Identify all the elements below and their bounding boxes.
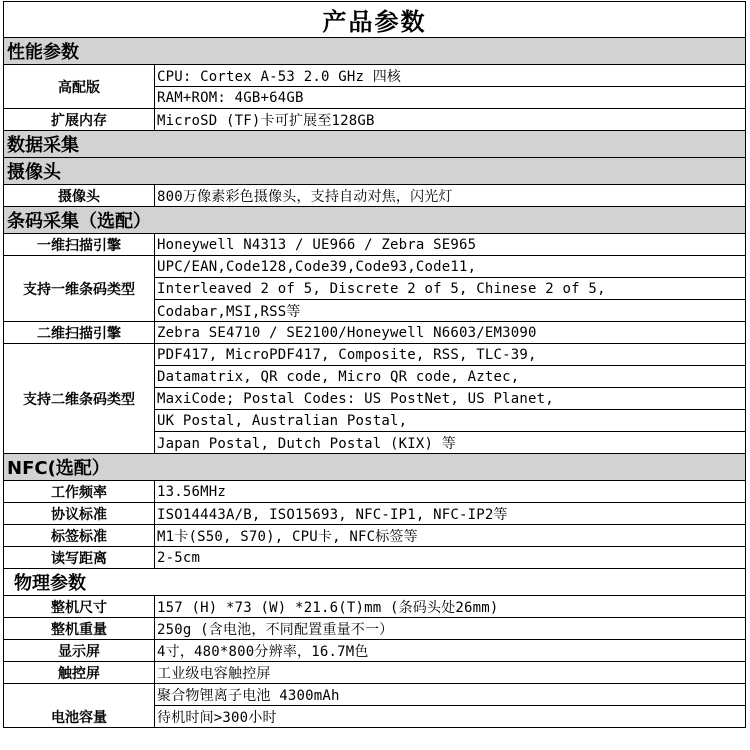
spec-value: 待机时间>300小时 — [155, 706, 746, 728]
spec-row — [4, 640, 746, 662]
spec-label: 摄像头 — [4, 185, 155, 207]
spec-label: 工作频率 — [4, 481, 155, 503]
spec-value: Honeywell N4313 / UE966 / Zebra SE965 — [155, 234, 746, 256]
spec-label: 整机重量 — [4, 618, 155, 640]
spec-label: 协议标准 — [4, 503, 155, 525]
spec-value: 工业级电容触控屏 — [155, 662, 746, 684]
spec-value: 250g (含电池，不同配置重量不一） — [155, 618, 746, 640]
spec-value: MaxiCode; Postal Codes: US PostNet, US Planet, — [155, 388, 746, 410]
spec-row — [4, 256, 746, 278]
spec-table — [3, 1, 746, 728]
section-physical — [4, 569, 746, 596]
spec-row — [4, 503, 746, 525]
section-camera — [4, 158, 746, 185]
spec-label: 一维扫描引擎 — [4, 234, 155, 256]
spec-label: 扩展内存 — [4, 109, 155, 131]
section-title: 条码采集（选配） — [4, 207, 746, 234]
page-title: 产品参数 — [4, 2, 746, 38]
spec-label: 二维扫描引擎 — [4, 322, 155, 344]
spec-value: Japan Postal, Dutch Postal (KIX) 等 — [155, 432, 746, 454]
spec-value: M1卡(S50, S70), CPU卡, NFC标签等 — [155, 525, 746, 547]
title-row — [4, 2, 746, 38]
section-title: 数据采集 — [4, 131, 746, 158]
spec-value: Datamatrix, QR code, Micro QR code, Aztec, — [155, 366, 746, 388]
spec-row — [4, 525, 746, 547]
spec-row — [4, 65, 746, 87]
spec-value: UK Postal, Australian Postal, — [155, 410, 746, 432]
spec-label: 显示屏 — [4, 640, 155, 662]
spec-value: Codabar,MSI,RSS等 — [155, 300, 746, 322]
spec-row — [4, 706, 746, 728]
spec-label-spacer — [4, 684, 155, 706]
section-performance — [4, 38, 746, 65]
spec-value: 2-5cm — [155, 547, 746, 569]
spec-row — [4, 234, 746, 256]
spec-label: 高配版 — [4, 65, 155, 109]
spec-value: UPC/EAN,Code128,Code39,Code93,Code11, — [155, 256, 746, 278]
spec-value: 800万像素彩色摄像头，支持自动对焦，闪光灯 — [155, 185, 746, 207]
spec-value: PDF417, MicroPDF417, Composite, RSS, TLC-39, — [155, 344, 746, 366]
spec-value: RAM+ROM: 4GB+64GB — [155, 87, 746, 109]
spec-value: 157 (H) *73 (W) *21.6(T)mm (条码头处26mm) — [155, 596, 746, 618]
spec-value: ISO14443A/B, ISO15693, NFC-IP1, NFC-IP2等 — [155, 503, 746, 525]
spec-sheet — [3, 1, 748, 748]
spec-row — [4, 344, 746, 366]
spec-label: 电池容量 — [4, 706, 155, 728]
spec-label: 标签标准 — [4, 525, 155, 547]
section-barcode — [4, 207, 746, 234]
spec-value: 聚合物锂离子电池 4300mAh — [155, 684, 746, 706]
spec-row — [4, 322, 746, 344]
spec-label: 支持二维条码类型 — [4, 344, 155, 454]
spec-row — [4, 618, 746, 640]
section-title: 摄像头 — [4, 158, 746, 185]
spec-row — [4, 684, 746, 706]
spec-label: 读写距离 — [4, 547, 155, 569]
spec-value: Zebra SE4710 / SE2100/Honeywell N6603/EM3090 — [155, 322, 746, 344]
spec-label: 触控屏 — [4, 662, 155, 684]
spec-row — [4, 109, 746, 131]
spec-row — [4, 547, 746, 569]
spec-row — [4, 185, 746, 207]
spec-row — [4, 662, 746, 684]
spec-value: 4寸，480*800分辨率，16.7M色 — [155, 640, 746, 662]
spec-row — [4, 596, 746, 618]
spec-label: 支持一维条码类型 — [4, 256, 155, 322]
spec-value: Interleaved 2 of 5, Discrete 2 of 5, Chinese 2 of 5, — [155, 278, 746, 300]
section-nfc — [4, 454, 746, 481]
spec-value: CPU: Cortex A-53 2.0 GHz 四核 — [155, 65, 746, 87]
spec-label: 整机尺寸 — [4, 596, 155, 618]
section-title: 物理参数 — [4, 569, 746, 596]
spec-value: MicroSD (TF)卡可扩展至128GB — [155, 109, 746, 131]
spec-row — [4, 481, 746, 503]
section-data-capture — [4, 131, 746, 158]
spec-value: 13.56MHz — [155, 481, 746, 503]
section-title: 性能参数 — [4, 38, 746, 65]
section-title: NFC(选配） — [4, 454, 746, 481]
